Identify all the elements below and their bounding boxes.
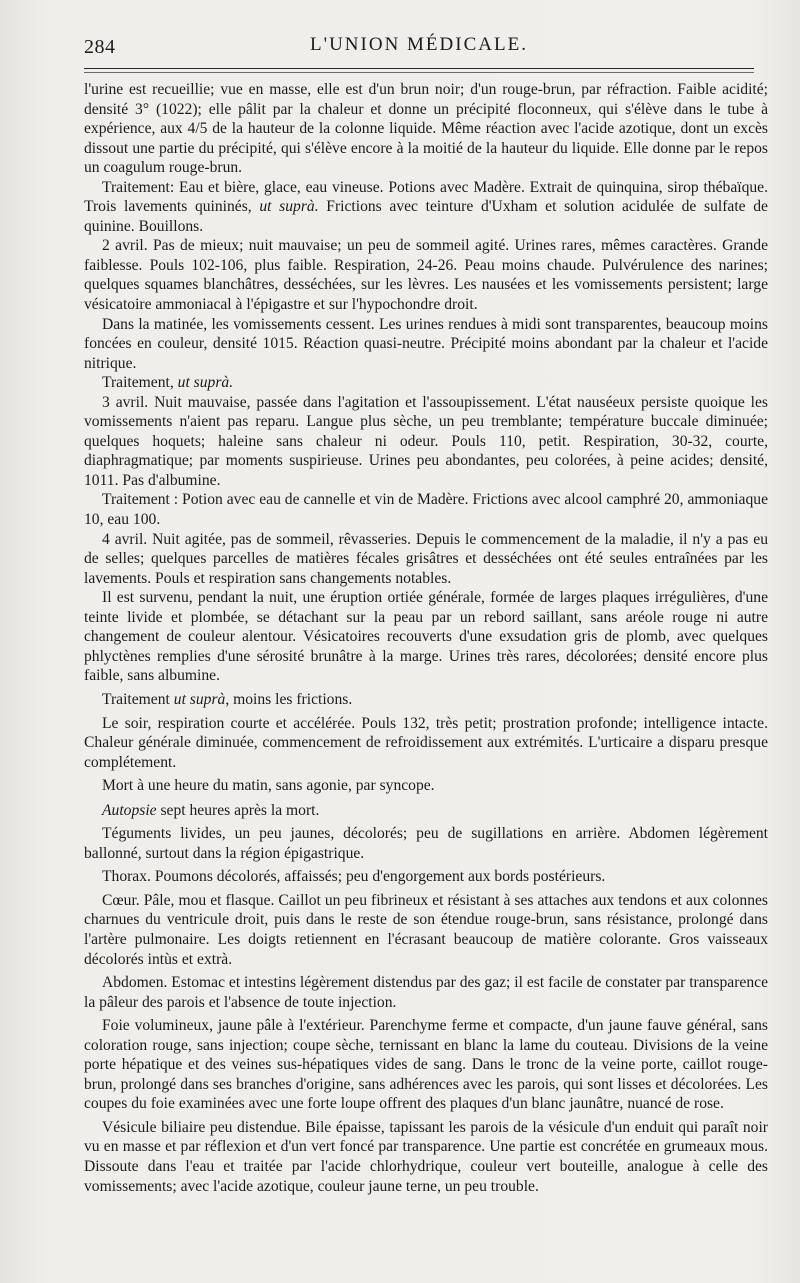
paragraph: Thorax. Poumons décolorés, affaissés; peu d'engorgement aux bords postérieurs. <box>102 868 606 886</box>
paragraph: Traitement : Potion avec eau de cannelle et vin de Madère. Frictions avec alcool camphré 20, ammoniaque 10, eau 100. <box>84 491 768 529</box>
italic-phrase: Autopsie <box>102 801 157 819</box>
paragraph: 4 avril. Nuit agitée, pas de sommeil, rêvasseries. Depuis le commencement de la maladie, il n'y a pas eu de selles; quelques parcelles de matières fécales grisâtres et desséchées ont été seules entraînées par les lavements. Pouls et respiration sans changements notables. <box>84 530 768 587</box>
paragraph: Mort à une heure du matin, sans agonie, par syncope. <box>102 777 435 795</box>
paragraph: Autopsie sept heures après la mort. <box>102 801 320 819</box>
paragraph: Abdomen. Estomac et intestins légèrement distendus par des gaz; il est facile de constater par transparence la pâleur des parois et l'absence de toute injection. <box>84 974 768 1011</box>
page-number: 284 <box>84 36 116 58</box>
paragraph: Traitement: Eau et bière, glace, eau vineuse. Potions avec Madère. Extrait de quinquina, sirop thébaïque. Trois lavements quininés, ut suprà. Frictions avec teinture d'Uxham et solution acidulée de sulfate de quinine. Bouillons. <box>84 178 768 235</box>
paragraph: Il est survenu, pendant la nuit, une éruption ortiée générale, formée de larges plaques irrégulières, d'une teinte livide et plombée, se détachant sur la peau par un rebord saillant, sans aréole rouge ni autre changement de couleur alentour. Vésicatoires recouverts d'une exsudation gris de plomb, avec quelques phlyctènes remplies d'une sérosité brunâtre à la marge. Urines très rares, décolorées; densité encore plus faible, sans albumine. <box>84 589 768 685</box>
paragraph: Dans la matinée, les vomissements cessent. Les urines rendues à midi sont transparentes, beaucoup moins foncées en couleur, densité 1015. Réaction quasi-neutre. Précipité moins abondant par la chaleur et l'acide nitrique. <box>84 315 768 372</box>
paragraph: Foie volumineux, jaune pâle à l'extérieur. Parenchyme ferme et compacte, d'un jaune fauve général, sans coloration rouge, sans injection; coupe sèche, ternissant en blanc la lame du couteau. Divisions de la veine porte hépatique et des veines sus-hépatiques vides de sang. Dans le tronc de la veine porte, caillot rouge-brun, prolongé dans ses branches d'origine, sans adhérences avec les parois, qui sont lisses et décolorées. Les coupes du foie examinées avec une forte loupe offrent des plaques d'un blanc jaunâtre, nuancé de rose. <box>84 1017 768 1113</box>
italic-phrase: ut suprà. <box>259 198 319 216</box>
header-rule <box>84 68 754 69</box>
header-rule-thin <box>84 72 754 73</box>
paragraph: l'urine est recueillie; vue en masse, elle est d'un brun noir; d'un rouge-brun, par réfraction. Faible acidité; densité 3° (1022); elle pâlit par la chaleur et donne un précipité floconneux, qui s'élève dans le tube à expérience, aux 4/5 de la hauteur de la colonne liquide. Même réaction avec l'acide azotique, dont un excès dissout une partie du précipité, qui s'élève encore à la moitié de la hauteur du liquide. Elle donne par le repos un coagulum rouge-brun. <box>84 81 768 177</box>
paragraph: Le soir, respiration courte et accélérée. Pouls 132, très petit; prostration profonde; intelligence intacte. Chaleur générale diminuée, commencement de refroidissement aux extrémités. L'urticaire a disparu presque complétement. <box>84 714 768 771</box>
page-header <box>84 26 754 66</box>
running-title: L'UNION MÉDICALE. <box>310 34 528 55</box>
paragraph: Téguments livides, un peu jaunes, décolorés; peu de sugillations en arrière. Abdomen légèrement ballonné, surtout dans la région épigastrique. <box>84 825 768 862</box>
paragraph: Vésicule biliaire peu distendue. Bile épaisse, tapissant les parois de la vésicule d'un enduit qui paraît noir vu en masse et par réflexion et d'un vert foncé par transparence. Une partie est concrétée en grumeaux mous. Dissoute dans l'eau et traitée par l'acide chlorhydrique, couleur vert bouteille, analogue à celle des vomissements; avec l'acide azotique, couleur jaune terne, un peu trouble. <box>84 1118 768 1195</box>
paragraph: Cœur. Pâle, mou et flasque. Caillot un peu fibrineux et résistant à ses attaches aux tendons et aux colonnes charnues du ventricule droit, puis dans le reste de son étendue rouge-brun, sans résistance, prolongé dans l'artère pulmonaire. Les doigts retiennent en l'écrasant beaucoup de matière colorante. Gros vaisseaux décolorés intùs et extrà. <box>84 891 768 968</box>
italic-phrase: ut suprà. <box>177 374 234 392</box>
paragraph: Traitement, ut suprà. <box>102 374 234 392</box>
body-text <box>84 80 768 1196</box>
italic-phrase: ut suprà <box>173 690 226 708</box>
paragraph: 3 avril. Nuit mauvaise, passée dans l'agitation et l'assoupissement. L'état nauséeux persiste quoique les vomissements n'aient pas reparu. Langue plus sèche, un peu tremblante; température buccale diminuée; quelques hoquets; haleine sans chaleur ni odeur. Pouls 110, petit. Respiration, 30-32, courte, diaphragmatique; par moments suspirieuse. Urines peu abondantes, peu colorées, à peine acides; densité, 1011. Pas d'albumine. <box>84 393 768 489</box>
paragraph: 2 avril. Pas de mieux; nuit mauvaise; un peu de sommeil agité. Urines rares, mêmes caractères. Grande faiblesse. Pouls 102-106, plus faible. Respiration, 24-26. Peau moins chaude. Pulvérulence des narines; quelques squames blanchâtres, desséchées, sur les lèvres. Les nausées et les vomissements persistent; large vésicatoire ammoniacal à l'épigastre et sur l'hypochondre droit. <box>84 237 768 314</box>
paragraph: Traitement ut suprà, moins les frictions. <box>102 690 353 708</box>
